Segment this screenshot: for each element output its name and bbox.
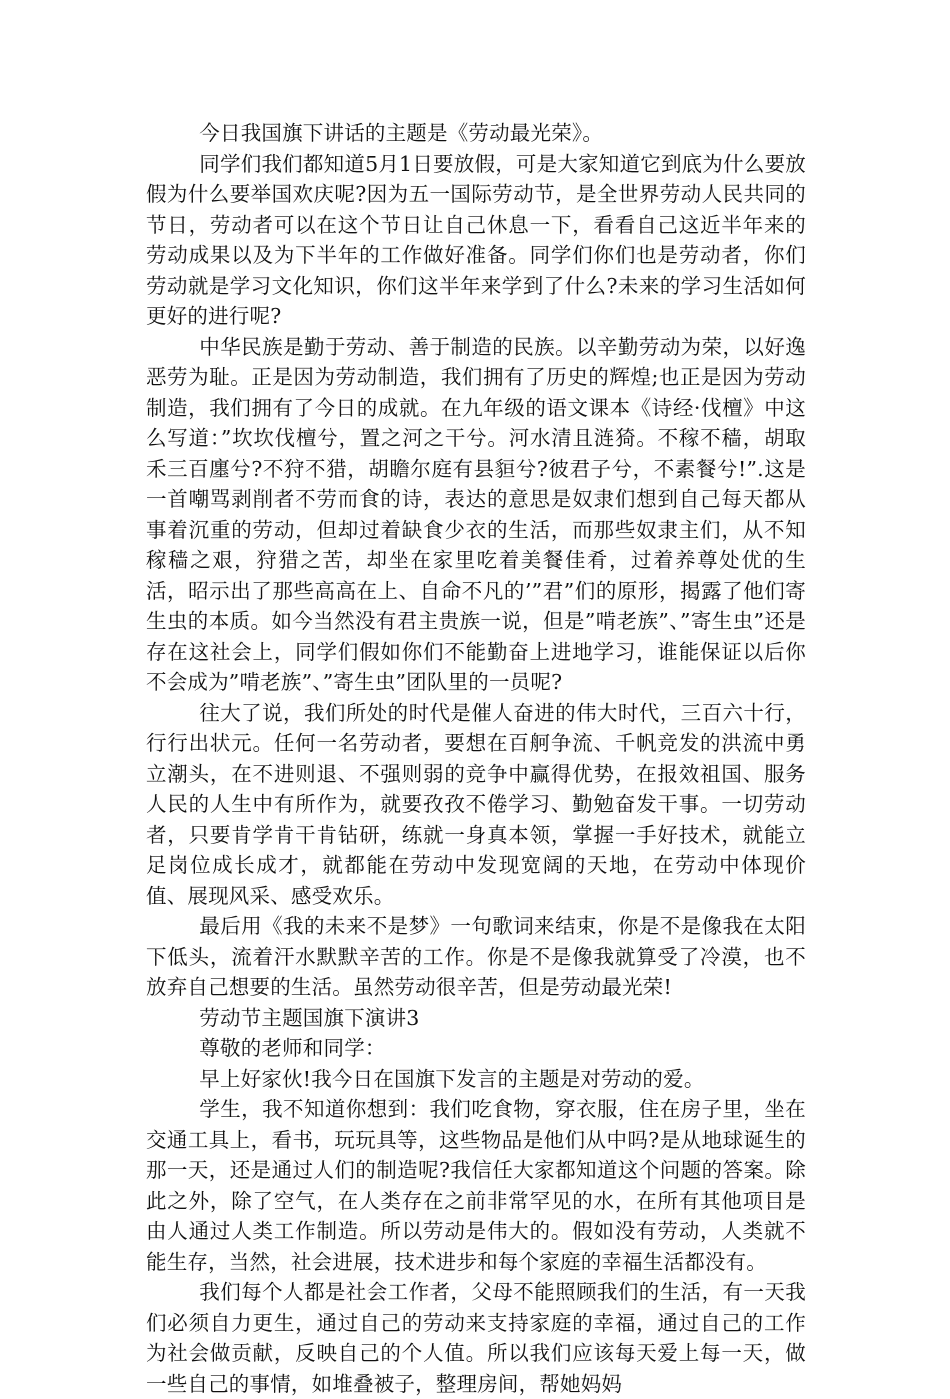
section-heading: 劳动节主题国旗下演讲3	[199, 1005, 420, 1030]
paragraph-closing-lyrics: 最后用《我的未来不是梦》一句歌词来结束，你是不是像我在太阳下低头，流着汗水默默辛苦的工作。你是不是像我就算受了冷漠，也不放弃自己想要的生活。虽然劳动很辛苦，但是劳动最光荣!	[146, 914, 806, 999]
paragraph-social-workers: 我们每个人都是社会工作者，父母不能照顾我们的生活，有一天我们必须自力更生，通过自己的劳动来支持家庭的幸福，通过自己的工作为社会做贡献，反映自己的个人值。所以我们应该每天爱上每一天，做一些自己的事情，如堆叠被子，整理房间，帮她妈妈	[146, 1280, 806, 1396]
paragraph-labor-creates: 学生，我不知道你想到：我们吃食物，穿衣服，住在房子里，坐在交通工具上，看书，玩玩具等，这些物品是他们从中吗?是从地球诞生的那一天，还是通过人们的制造呢?我信任大家都知道这个问题的答案。除此之外，除了空气，在人类存在之前非常罕见的水，在所有其他项目是由人通过人类工作制造。所以劳动是伟大的。假如没有劳动，人类就不能生存，当然，社会进展，技术进步和每个家庭的幸福生活都没有。	[146, 1097, 806, 1274]
salutation: 尊敬的老师和同学：	[199, 1036, 386, 1060]
paragraph-chinese-nation: 中华民族是勤于劳动、善于制造的民族。以辛勤劳动为荣，以好逸恶劳为耻。正是因为劳动制造，我们拥有了历史的辉煌;也正是因为劳动制造，我们拥有了今日的成就。在九年级的语文课本《诗经·伐檀》中这么写道：”坎坎伐檀兮，置之河之干兮。河水清且涟猗。不稼不穑，胡取禾三百廛兮?不狩不猎，胡瞻尔庭有县貆兮?彼君子兮，不素餐兮!”.这是一首嘲骂剥削者不劳而食的诗，表达的意思是奴隶们想到自己每天都从事着沉重的劳动，但却过着缺食少衣的生活，而那些奴隶主们，从不知稼穑之艰，狩猎之苦，却坐在家里吃着美餐佳肴，过着养尊处优的生活，昭示出了那些高高在上、自命不凡的’”君”们的原形，揭露了他们寄生虫的本质。如今当然没有君主贵族一说，但是”啃老族”、”寄生虫”还是存在这社会上，同学们假如你们不能勤奋上进地学习，谁能保证以后你不会成为”啃老族”、”寄生虫”团队里的一员呢?	[146, 334, 806, 694]
paragraph-speech-topic: 今日我国旗下讲话的主题是《劳动最光荣》。	[199, 121, 604, 145]
paragraph-may-day: 同学们我们都知道5月1日要放假，可是大家知道它到底为什么要放假为什么要举国欢庆呢?因为五一国际劳动节，是全世界劳动人民共同的节日，劳动者可以在这个节日让自己休息一下，看看自己这近半年来的劳动成果以及为下半年的工作做好准备。同学们你们也是劳动者，你们劳动就是学习文化知识，你们这半年来学到了什么?未来的学习生活如何更好的进行呢?	[146, 151, 806, 328]
document-body	[146, 118, 806, 1399]
greeting: 早上好家伙!我今日在国旗下发言的主题是对劳动的爱。	[199, 1066, 705, 1091]
paragraph-great-era: 往大了说，我们所处的时代是催人奋进的伟大时代，三百六十行，行行出状元。任何一名劳动者，要想在百舸争流、千帆竞发的洪流中勇立潮头，在不进则退、不强则弱的竞争中赢得优势，在报效祖国、服务人民的人生中有所作为，就要孜孜不倦学习、勤勉奋发干事。一切劳动者，只要肯学肯干肯钻研，练就一身真本领，掌握一手好技术，就能立足岗位成长成才，就都能在劳动中发现宽阔的天地，在劳动中体现价值、展现风采、感受欢乐。	[146, 700, 806, 908]
